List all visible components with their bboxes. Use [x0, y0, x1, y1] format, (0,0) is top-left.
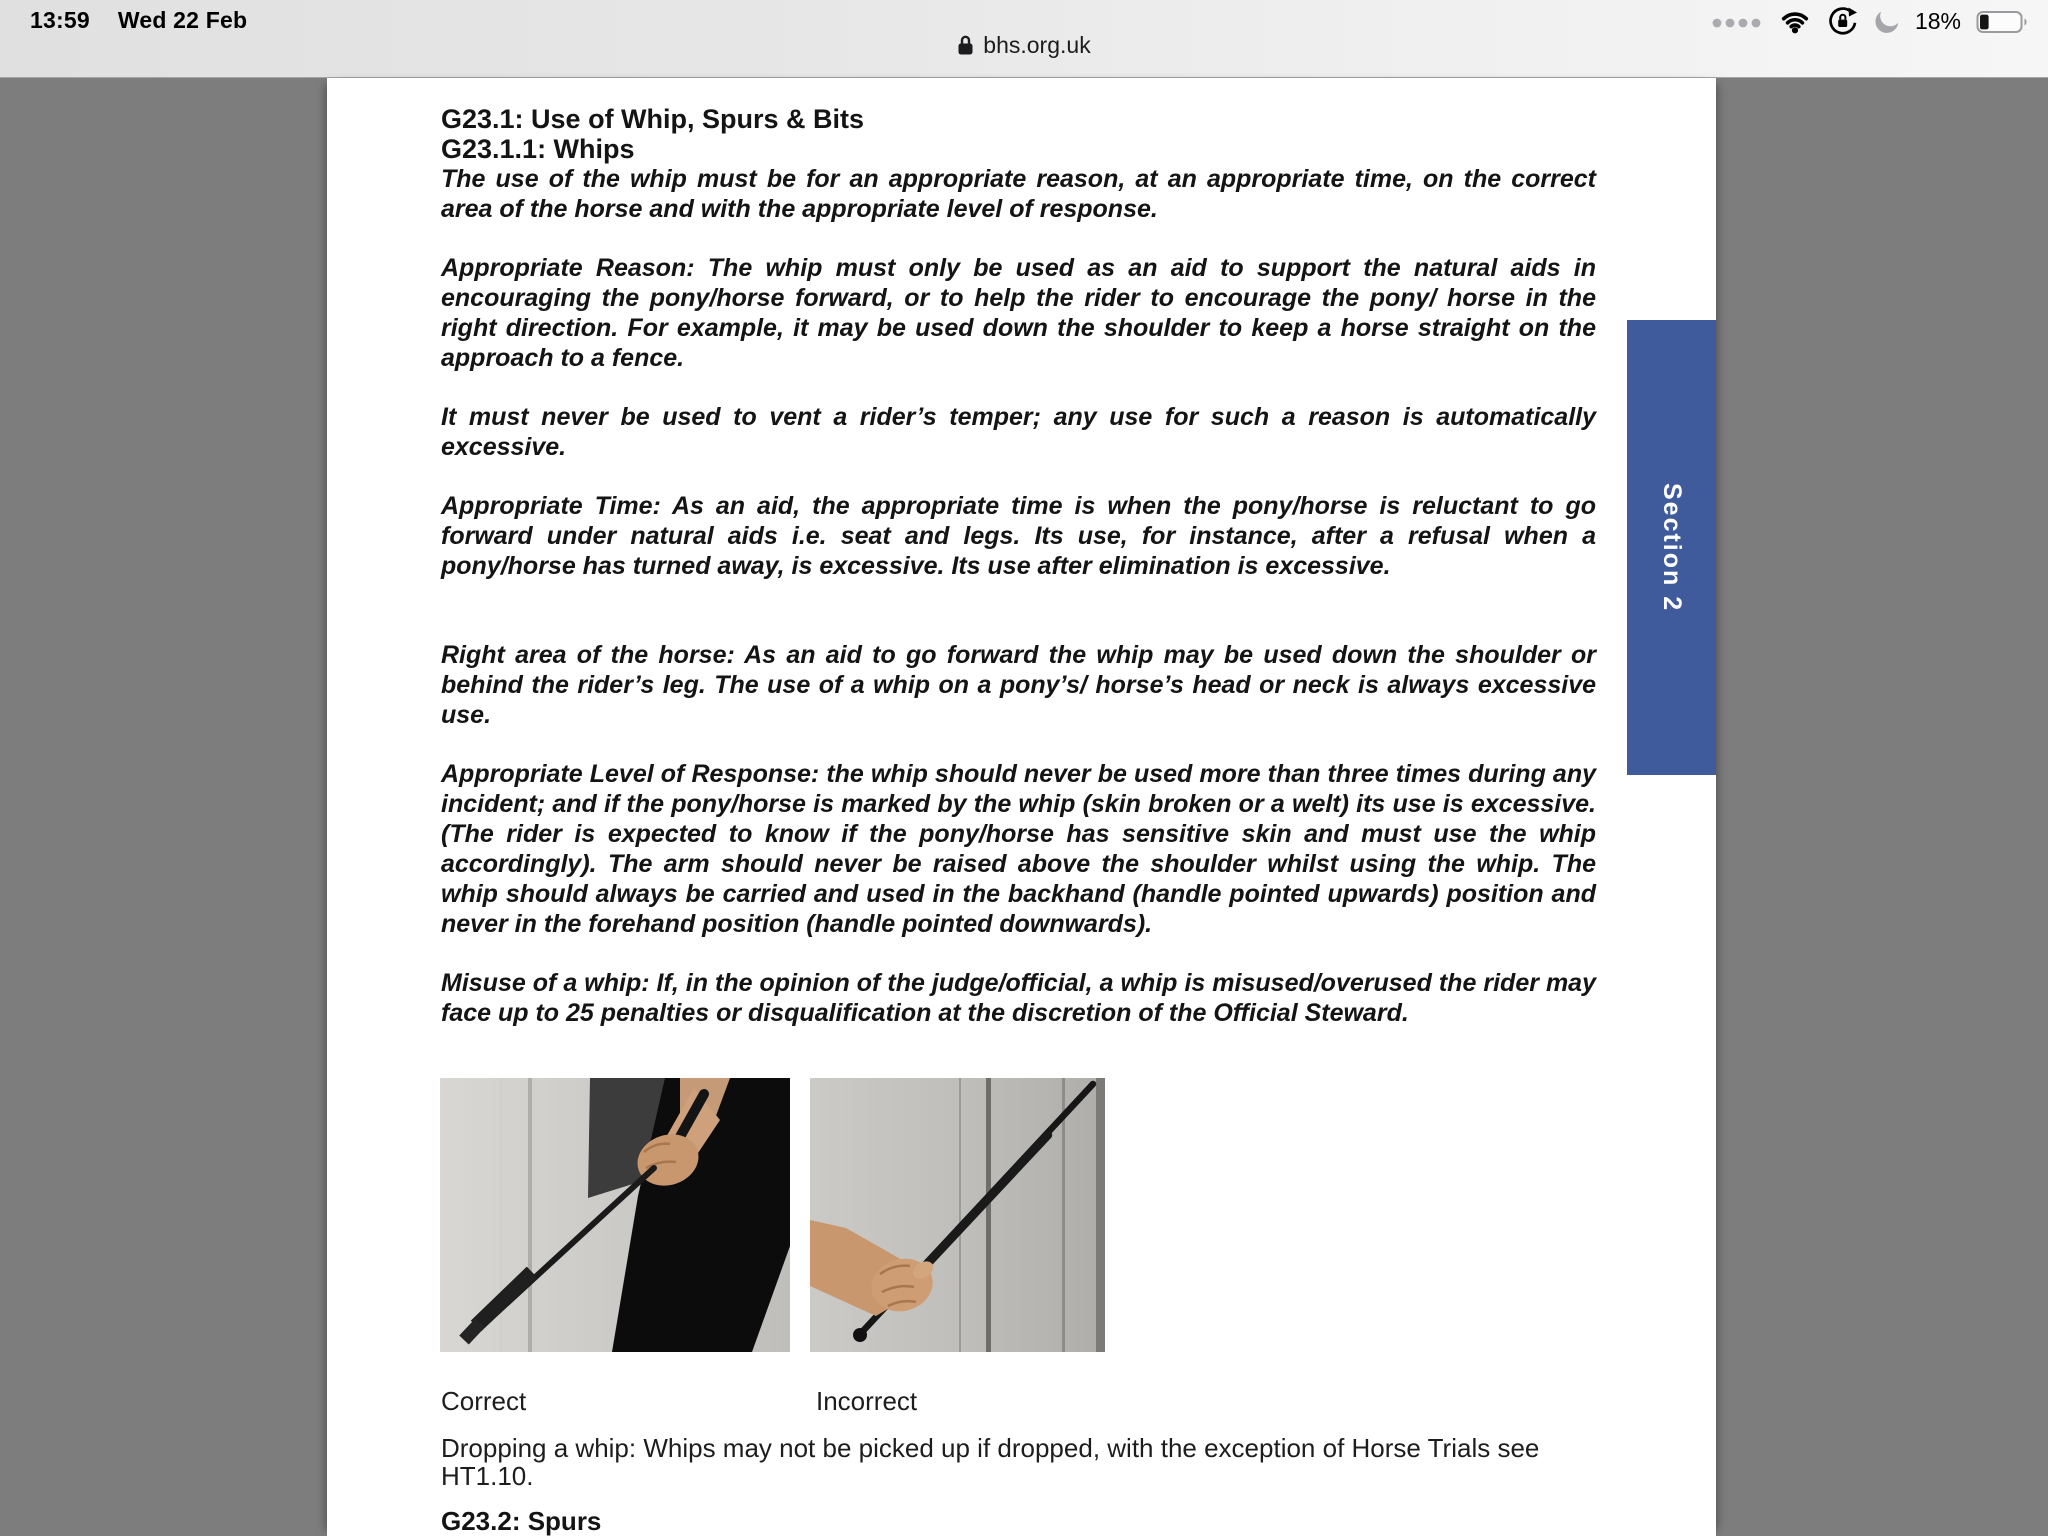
- document-content: [327, 78, 1716, 1536]
- pdf-page: [327, 78, 1716, 1536]
- cellular-dots-icon: [1711, 15, 1763, 29]
- heading-whip-spurs-bits: G23.1: Use of Whip, Spurs & Bits: [441, 104, 865, 134]
- status-left: [30, 7, 247, 34]
- section-2-tab-label: Section 2: [1658, 482, 1686, 613]
- paragraph-dropping-whip: Dropping a whip: Whips may not be picked up if dropped, with the exception of Horse Trials see HT1.10.: [441, 1433, 1540, 1491]
- browser-chrome: [0, 0, 2048, 78]
- photo-incorrect-whip-hold: [810, 1078, 1105, 1352]
- paragraph-right-area: Right area of the horse: As an aid to go forward the whip may be used down the shoulder or behind the rider’s leg. The use of a whip on a pony’s/ horse’s head or neck is always excessive use.: [441, 641, 1596, 729]
- heading-spurs: G23.2: Spurs: [441, 1506, 602, 1536]
- lock-icon: [957, 34, 974, 56]
- paragraph-appropriate-reason: Appropriate Reason: The whip must only be used as an aid to support the natural aids in encouraging the pony/horse forward, or to help the rider to encourage the pony/ horse in the right direction. For example, it may be used down the shoulder to keep a horse straight on the approach to a fence.: [441, 254, 1596, 372]
- paragraph-intro: The use of the whip must be for an appropriate reason, at an appropriate time, on the correct area of the horse and with the appropriate level of response.: [441, 165, 1596, 223]
- caption-correct: Correct: [441, 1386, 527, 1416]
- wifi-icon: [1778, 9, 1812, 34]
- photo-correct-whip-hold: [440, 1078, 790, 1352]
- heading-whips: G23.1.1: Whips: [441, 134, 635, 164]
- caption-incorrect: Incorrect: [816, 1386, 918, 1416]
- section-2-tab[interactable]: [1627, 320, 1716, 775]
- battery-percent: 18%: [1914, 8, 1961, 34]
- address-bar[interactable]: [0, 32, 2048, 59]
- status-time: 13:59: [30, 7, 90, 33]
- paragraph-appropriate-time: Appropriate Time: As an aid, the appropriate time is when the pony/horse is reluctant to go forward under natural aids i.e. seat and legs. Its use, for instance, after a refusal when a pony/horse has turned away, is excessive. Its use after elimination is excessive.: [441, 492, 1596, 580]
- status-date: Wed 22 Feb: [117, 7, 248, 33]
- paragraph-never-temper: It must never be used to vent a rider’s temper; any use for such a reason is automatically excessive.: [441, 403, 1596, 461]
- battery-icon: [1976, 9, 2032, 35]
- paragraph-misuse: Misuse of a whip: If, in the opinion of the judge/official, a whip is misused/overused the rider may face up to 25 penalties or disqualification at the discretion of the Official Steward.: [441, 969, 1596, 1027]
- paragraph-level-of-response: Appropriate Level of Response: the whip should never be used more than three times during any incident; and if the pony/horse is marked by the whip (skin broken or a welt) its use is excessive. (The rider is expected to know if the pony/horse has sensitive skin and must use the whip accordingly). The arm should never be raised above the shoulder whilst using the whip. The whip should always be carried and used in the backhand (handle pointed upwards) position and never in the forehand position (handle pointed downwards).: [441, 760, 1596, 938]
- moon-icon: [1873, 8, 1900, 35]
- url-text: bhs.org.uk: [983, 32, 1091, 58]
